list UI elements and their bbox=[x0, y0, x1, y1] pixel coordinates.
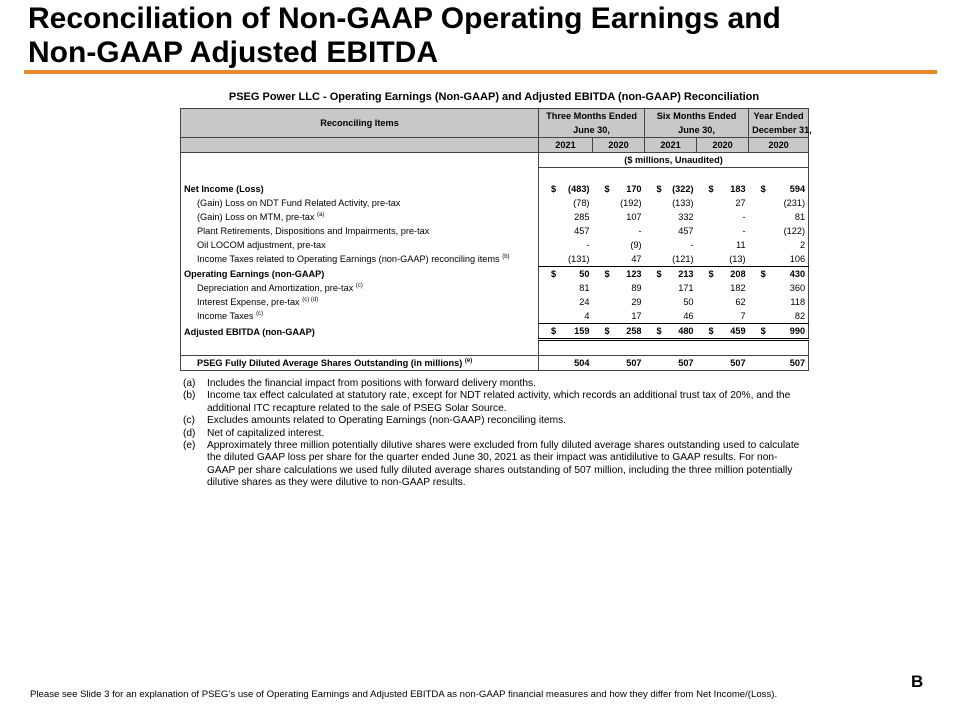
cell-value: (13) bbox=[713, 252, 749, 267]
footnote-tag: (c) bbox=[183, 415, 195, 427]
cell-value: - bbox=[742, 212, 746, 222]
footer-disclaimer: Please see Slide 3 for an explanation of PSEG’s use of Operating Earnings and Adjusted EBITDA as non-GAAP financial measures and how they differ from Net Income/(Loss). bbox=[30, 689, 778, 700]
cell-value: 47 bbox=[609, 252, 645, 267]
cell-value: 504 bbox=[555, 356, 593, 371]
cell-value: 457 bbox=[574, 226, 590, 236]
cell-value: 82 bbox=[769, 309, 809, 324]
cell-value: 118 bbox=[769, 295, 809, 309]
cell-value: 430 bbox=[769, 267, 809, 282]
cell-value: - bbox=[742, 226, 746, 236]
cell-value: (483) bbox=[568, 184, 590, 194]
cell-value: 159 bbox=[555, 324, 593, 340]
footnote-a bbox=[183, 378, 803, 390]
row-mtm bbox=[181, 210, 809, 224]
row-locom bbox=[181, 238, 809, 252]
row-label: (Gain) Loss on MTM, pre-tax bbox=[197, 212, 315, 222]
header-year-2020-h: 2020 bbox=[697, 138, 749, 153]
row-income-taxes bbox=[181, 309, 809, 324]
cell-value: 182 bbox=[730, 283, 746, 293]
footnote-tag: (b) bbox=[183, 390, 196, 402]
title-divider bbox=[24, 70, 937, 74]
row-label: Plant Retirements, Dispositions and Impairments, pre-tax bbox=[181, 224, 539, 238]
page-title bbox=[28, 2, 928, 70]
footnote-ref: (b) bbox=[502, 254, 510, 261]
reconciliation-table bbox=[180, 108, 812, 371]
cell-value: 17 bbox=[609, 309, 645, 324]
cell-value: 4 bbox=[555, 309, 593, 324]
header-year-2021-q: 2021 bbox=[539, 138, 593, 153]
header-reconciling-items: Reconciling Items bbox=[181, 109, 539, 138]
header-six-months-date: June 30, bbox=[645, 123, 749, 138]
header-row-1 bbox=[181, 109, 809, 124]
title-line-1: Reconciliation of Non-GAAP Operating Earnings and bbox=[28, 2, 781, 35]
footnote-ref: (a) bbox=[317, 211, 325, 218]
cell-value: 171 bbox=[678, 283, 694, 293]
cell-value: 123 bbox=[626, 269, 642, 279]
row-ndt bbox=[181, 196, 809, 210]
cell-value: 507 bbox=[661, 356, 697, 371]
cell-value: 258 bbox=[609, 324, 645, 340]
footnote-ref: (c) bbox=[256, 311, 264, 318]
footnote-c bbox=[183, 415, 803, 427]
row-label: Adjusted EBITDA (non-GAAP) bbox=[181, 324, 539, 340]
cell-value: 81 bbox=[579, 283, 590, 293]
cell-value: 62 bbox=[735, 297, 746, 307]
row-net-income: Net Income (Loss) $ (483) $ 170 $ (322) $ 183 $ 594 bbox=[181, 182, 809, 196]
cell-value: 29 bbox=[631, 297, 642, 307]
cell-value: (231) bbox=[769, 196, 809, 210]
page-letter: B bbox=[911, 672, 924, 691]
cell-value: (78) bbox=[573, 198, 590, 208]
row-label: PSEG Fully Diluted Average Shares Outstanding (in millions) bbox=[197, 358, 463, 368]
cell-value: - bbox=[638, 226, 642, 236]
cell-value: 50 bbox=[579, 269, 590, 279]
footnote-tag: (d) bbox=[183, 427, 196, 439]
row-operating-earnings: Operating Earnings (non-GAAP) $ 50 $ 123 $ 213 $ 208 $ 430 bbox=[181, 267, 809, 282]
cell-value: 208 bbox=[730, 269, 746, 279]
footnote-ref: (c) bbox=[355, 282, 363, 289]
footnote-e bbox=[183, 440, 803, 490]
header-year-2020-q: 2020 bbox=[593, 138, 645, 153]
cell-value: 170 bbox=[626, 184, 642, 194]
row-label: Net Income (Loss) bbox=[181, 182, 539, 196]
cell-value: 332 bbox=[678, 212, 694, 222]
cell-value: 459 bbox=[713, 324, 749, 340]
row-label: Interest Expense, pre-tax bbox=[197, 297, 300, 307]
header-blank bbox=[181, 138, 539, 153]
cell-value: - bbox=[586, 240, 590, 250]
cell-value: (192) bbox=[620, 198, 642, 208]
cell-value: 50 bbox=[683, 297, 694, 307]
cell-value: 360 bbox=[769, 281, 809, 295]
footnote-text: Net of capitalized interest. bbox=[207, 427, 325, 439]
cell-value: 27 bbox=[735, 198, 746, 208]
cell-value: 213 bbox=[678, 269, 694, 279]
units-label: ($ millions, Unaudited) bbox=[539, 153, 809, 168]
cell-value: 89 bbox=[631, 283, 642, 293]
cell-value: 990 bbox=[769, 324, 809, 340]
cell-value: 81 bbox=[769, 210, 809, 224]
cell-value: 507 bbox=[713, 356, 749, 371]
cell-value: 457 bbox=[678, 226, 694, 236]
cell-value: (322) bbox=[672, 184, 694, 194]
cell-value: 183 bbox=[730, 184, 746, 194]
row-depreciation bbox=[181, 281, 809, 295]
row-interest bbox=[181, 295, 809, 309]
footnote-ref: (e) bbox=[464, 357, 473, 364]
cell-value: 107 bbox=[626, 212, 642, 222]
header-three-months: Three Months Ended bbox=[539, 109, 645, 124]
cell-value: (133) bbox=[672, 198, 694, 208]
header-year-2021-h: 2021 bbox=[645, 138, 697, 153]
cell-value: 106 bbox=[769, 252, 809, 267]
cell-value: (131) bbox=[555, 252, 593, 267]
footnote-b bbox=[183, 390, 803, 415]
cell-value: 285 bbox=[574, 212, 590, 222]
cell-value: (121) bbox=[661, 252, 697, 267]
cell-value: 46 bbox=[661, 309, 697, 324]
cell-value: (122) bbox=[769, 224, 809, 238]
row-adjusted-ebitda: Adjusted EBITDA (non-GAAP) $ 159 $ 258 $ 480 $ 459 $ 990 bbox=[181, 324, 809, 340]
row-label: Oil LOCOM adjustment, pre-tax bbox=[181, 238, 539, 252]
header-year-date: December 31, bbox=[749, 123, 809, 138]
row-plant bbox=[181, 224, 809, 238]
units-row bbox=[181, 153, 809, 168]
cell-value: (9) bbox=[630, 240, 642, 250]
footnote-ref: (c) (d) bbox=[302, 296, 319, 303]
header-years-row bbox=[181, 138, 809, 153]
header-year: Year Ended bbox=[749, 109, 809, 124]
cell-value: 507 bbox=[609, 356, 645, 371]
footnote-text: Income tax effect calculated at statutory rate, except for NDT related activity, which records an additional trust tax of 20%, and the additional ITC recapture related to the sale of PSEG Solar Source. bbox=[207, 390, 791, 414]
header-three-months-date: June 30, bbox=[539, 123, 645, 138]
footnote-tag: (a) bbox=[183, 378, 196, 389]
cell-value: 24 bbox=[579, 297, 590, 307]
row-taxes bbox=[181, 252, 809, 267]
header-year-2020-y: 2020 bbox=[749, 138, 809, 153]
cell-value: 11 bbox=[736, 240, 746, 250]
cell-value: 507 bbox=[769, 356, 809, 371]
cell-value: 7 bbox=[713, 309, 749, 324]
footnote-text: Excludes amounts related to Operating Earnings (non-GAAP) reconciling items. bbox=[207, 415, 566, 427]
row-label: Income Taxes related to Operating Earnings (non-GAAP) reconciling items bbox=[197, 254, 500, 265]
cell-value: 594 bbox=[769, 182, 809, 196]
cell-value: 2 bbox=[769, 238, 809, 252]
row-label: Depreciation and Amortization, pre-tax bbox=[197, 283, 354, 293]
table-caption: PSEG Power LLC - Operating Earnings (Non-GAAP) and Adjusted EBITDA (non-GAAP) Reconciliation bbox=[228, 91, 760, 103]
header-six-months: Six Months Ended bbox=[645, 109, 749, 124]
row-shares bbox=[181, 356, 809, 371]
footnote-d bbox=[183, 428, 803, 440]
cell-value: - bbox=[690, 240, 694, 250]
footnote-text: Approximately three million potentially dilutive shares were excluded from fully diluted average shares outstanding used to calculate the diluted GAAP loss per share for the quarter ended June 30, 2021 as their impact was antidilutive to GAAP results. For non-GAAP per share calculations we used fully diluted average shares outstanding of 507 million, including the three million potentially dilutive shares as they were dilutive to non-GAAP results. bbox=[207, 440, 800, 489]
row-label: Operating Earnings (non-GAAP) bbox=[181, 267, 539, 282]
footnote-tag: (e) bbox=[183, 440, 196, 452]
footnote-text: Includes the financial impact from positions with forward delivery months. bbox=[207, 378, 536, 389]
row-label: (Gain) Loss on NDT Fund Related Activity, pre-tax bbox=[181, 196, 539, 210]
row-label: Income Taxes bbox=[197, 311, 254, 322]
cell-value: 480 bbox=[661, 324, 697, 340]
footnotes bbox=[183, 378, 803, 490]
title-line-2: Non-GAAP Adjusted EBITDA bbox=[28, 36, 438, 69]
